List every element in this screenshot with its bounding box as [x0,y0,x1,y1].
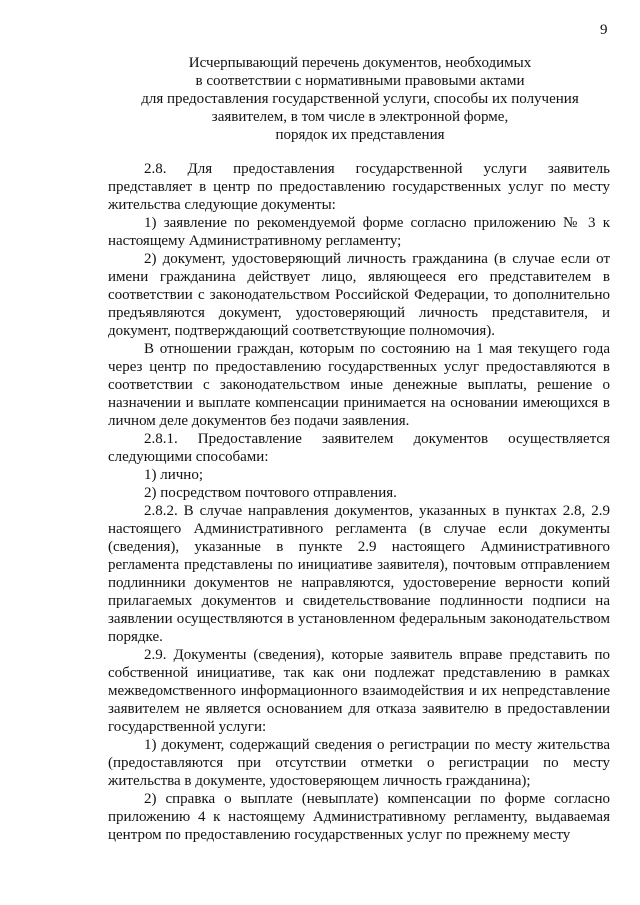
heading-line: в соответствии с нормативными правовыми актами [195,73,525,89]
paragraph-2-8-item-1: 1) заявление по рекомендуемой форме согласно приложению № 3 к настоящему Административному регламенту; [108,215,610,249]
paragraph-2-8-2: 2.8.2. В случае направления документов, указанных в пунктах 2.8, 2.9 настоящего Административного регламента (в случае если документы (сведения), указанные в пункте 2.9 настоящего Административного регламента представлены по инициативе заявителя), почтовым отправлением подлинники документов не направляются, удостоверение верности копий прилагаемых документов и свидетельствование подлинности подписи на заявлении осуществляются в установленном федеральным законодательством порядке. [108,503,610,645]
paragraph-2-8: 2.8. Для предоставления государственной услуги заявитель представляет в центр по предоставлению государственных услуг по месту жительства следующие документы: [108,161,610,213]
paragraph-2-9-item-2: 2) справка о выплате (невыплате) компенсации по форме согласно приложению 4 к настоящему Административному регламенту, выдаваемая центром по предоставлению государственных услуг по прежнему месту [108,791,610,843]
heading-line: Исчерпывающий перечень документов, необходимых [188,55,532,71]
paragraph-2-8-1: 2.8.1. Предоставление заявителем документов осуществляется следующими способами: [108,431,610,465]
paragraph-2-8-1-item-2: 2) посредством почтового отправления. [144,485,397,501]
section-heading [110,54,610,144]
paragraph-2-9: 2.9. Документы (сведения), которые заявитель вправе представить по собственной инициативе, так как они подлежат представлению в рамках межведомственного информационного взаимодействия и их непредставление заявителем не является основанием для отказа заявителю в предоставлении государственной услуги: [108,647,610,735]
heading-line: порядок их представления [275,127,445,143]
page-number: 9 [600,22,608,38]
document-body [108,160,610,844]
paragraph-2-9-item-1: 1) документ, содержащий сведения о регистрации по месту жительства (предоставляются при отсутствии отметки о регистрации по месту жительства в документе, удостоверяющем личность гражданина); [108,737,610,789]
heading-line: для предоставления государственной услуги, способы их получения [141,91,579,107]
paragraph-may-1: В отношении граждан, которым по состоянию на 1 мая текущего года через центр по предоставлению государственных услуг предоставляются в соответствии с законодательством иные денежные выплаты, решение о назначении и выплате компенсации принимается на основании имеющихся в личном деле документов без подачи заявления. [108,341,610,429]
paragraph-2-8-item-2: 2) документ, удостоверяющий личность гражданина (в случае если от имени гражданина действует лицо, являющееся его представителем в соответствии с законодательством Российской Федерации, то дополнительно предъявляются документ, удостоверяющий личность представителя, и документ, подтверждающий соответствующие полномочия). [108,251,610,339]
heading-line: заявителем, в том числе в электронной форме, [211,109,509,125]
paragraph-2-8-1-item-1: 1) лично; [144,467,203,483]
